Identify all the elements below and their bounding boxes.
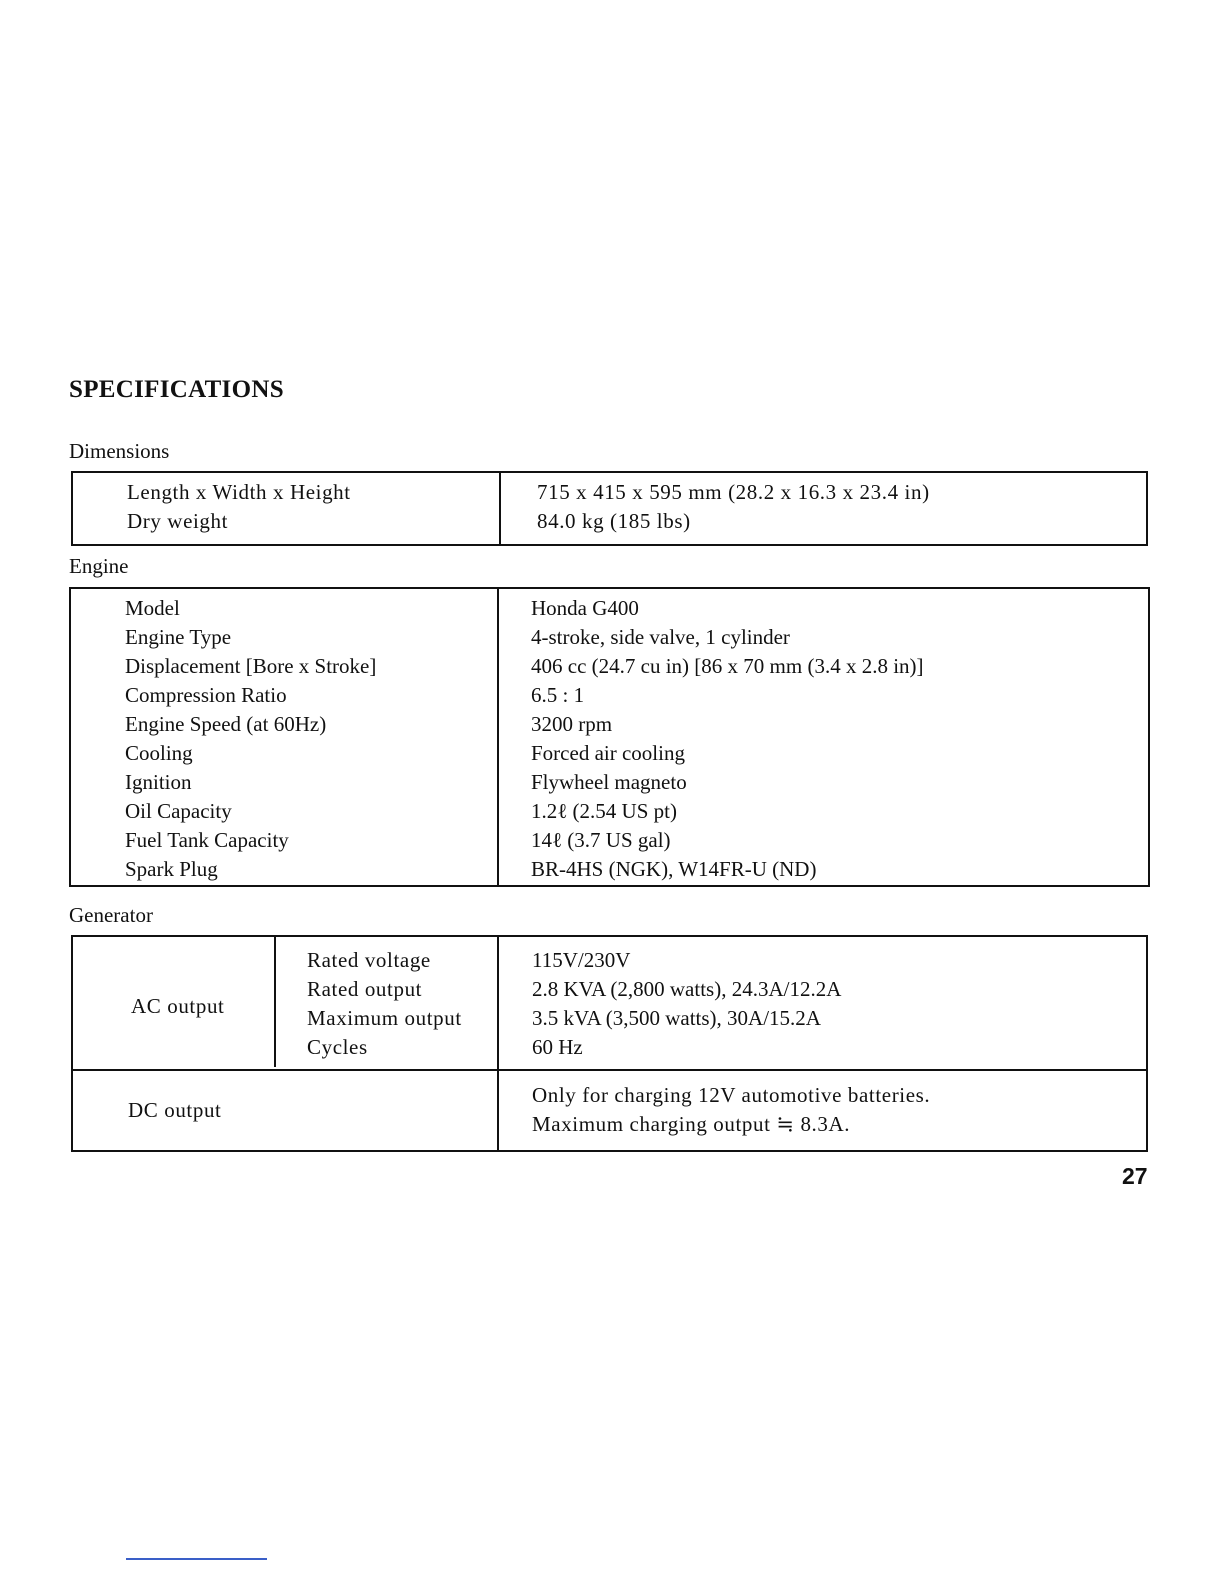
row-divider bbox=[73, 1069, 1146, 1071]
table-cell: 406 cc (24.7 cu in) [86 x 70 mm (3.4 x 2.8 in)] bbox=[531, 654, 924, 678]
column-divider bbox=[497, 937, 499, 1150]
ac-subdivider bbox=[274, 937, 276, 1067]
table-cell: 3.5 kVA (3,500 watts), 30A/15.2A bbox=[532, 1006, 821, 1030]
table-cell: Cooling bbox=[125, 741, 193, 765]
table-cell: 1.2ℓ (2.54 US pt) bbox=[531, 799, 677, 823]
table-cell: Oil Capacity bbox=[125, 799, 232, 823]
table-cell: BR-4HS (NGK), W14FR-U (ND) bbox=[531, 857, 817, 881]
page-title: SPECIFICATIONS bbox=[69, 376, 284, 403]
page-number: 27 bbox=[1122, 1163, 1148, 1189]
engine-names bbox=[125, 594, 376, 884]
table-cell: Ignition bbox=[125, 770, 192, 794]
table-cell: 60 Hz bbox=[532, 1035, 583, 1059]
ac-values bbox=[532, 946, 841, 1062]
table-cell: Forced air cooling bbox=[531, 741, 685, 765]
column-divider bbox=[497, 589, 499, 885]
column-divider bbox=[499, 473, 501, 544]
table-cell: 115V/230V bbox=[532, 948, 631, 972]
table-cell: 4-stroke, side valve, 1 cylinder bbox=[531, 625, 790, 649]
table-cell: Rated output bbox=[307, 977, 423, 1001]
dimensions-label: Dimensions bbox=[69, 439, 170, 463]
table-cell: Length x Width x Height bbox=[127, 480, 351, 504]
dimensions-table bbox=[71, 471, 1148, 546]
ac-output-label: AC output bbox=[131, 994, 225, 1018]
table-cell: Displacement [Bore x Stroke] bbox=[125, 654, 377, 678]
engine-values bbox=[531, 594, 924, 884]
table-cell: Cycles bbox=[307, 1035, 368, 1059]
dimensions-values bbox=[537, 478, 930, 536]
table-cell: Engine Speed (at 60Hz) bbox=[125, 712, 327, 736]
table-cell: Engine Type bbox=[125, 625, 232, 649]
dc-output-label: DC output bbox=[128, 1098, 222, 1122]
table-cell: 84.0 kg (185 lbs) bbox=[537, 509, 691, 533]
table-cell: Dry weight bbox=[127, 509, 229, 533]
generator-label: Generator bbox=[69, 903, 153, 927]
table-cell: 3200 rpm bbox=[531, 712, 613, 736]
table-cell: Honda G400 bbox=[531, 596, 639, 620]
table-cell: Maximum output bbox=[307, 1006, 462, 1030]
table-cell: Fuel Tank Capacity bbox=[125, 828, 289, 852]
ac-names bbox=[307, 946, 462, 1062]
table-cell: 715 x 415 x 595 mm (28.2 x 16.3 x 23.4 in) bbox=[537, 480, 930, 504]
table-cell: Flywheel magneto bbox=[531, 770, 687, 794]
table-cell: 6.5 : 1 bbox=[531, 683, 585, 707]
table-cell: 14ℓ (3.7 US gal) bbox=[531, 828, 671, 852]
table-cell: 2.8 KVA (2,800 watts), 24.3A/12.2A bbox=[532, 977, 842, 1001]
dimensions-names bbox=[127, 478, 351, 536]
table-cell: Only for charging 12V automotive batteries. bbox=[532, 1083, 931, 1107]
table-cell: Spark Plug bbox=[125, 857, 218, 881]
bottom-rule bbox=[126, 1558, 267, 1560]
dc-values bbox=[532, 1081, 930, 1139]
engine-table bbox=[69, 587, 1150, 887]
table-cell: Rated voltage bbox=[307, 948, 431, 972]
table-cell: Model bbox=[125, 596, 180, 620]
engine-label: Engine bbox=[69, 554, 129, 578]
table-cell: Compression Ratio bbox=[125, 683, 287, 707]
generator-table bbox=[71, 935, 1148, 1152]
table-cell: Maximum charging output ≒ 8.3A. bbox=[532, 1112, 851, 1136]
